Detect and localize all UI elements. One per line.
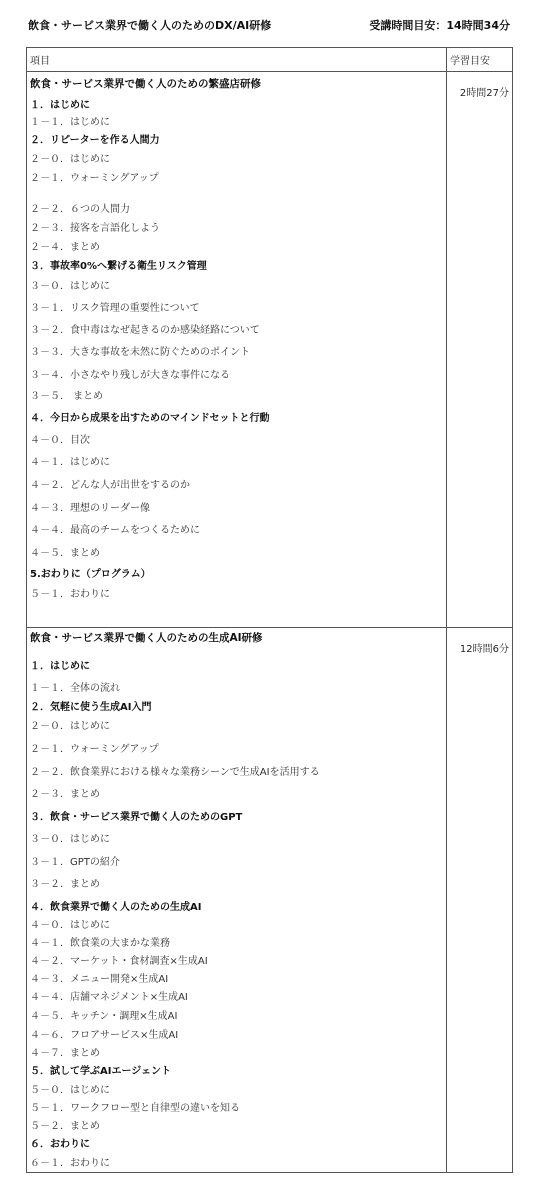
lesson-item: ４－２．どんな人が出世をするのか	[30, 480, 190, 491]
lesson-item: ４－５．まとめ	[30, 548, 100, 559]
section-heading: 5.おわりに（プログラム）	[30, 569, 151, 580]
lesson-item: ５－２．まとめ	[30, 1121, 100, 1132]
lesson-item: ４－４．店舗マネジメント×生成AI	[30, 992, 188, 1003]
course-title: 飲食・サービス業界で働く人のための生成AI研修	[30, 632, 263, 644]
lesson-item: ３－２．食中毒はなぜ起きるのか感染経路について	[30, 325, 260, 336]
lesson-item: ５－１．ワークフロー型と自律型の違いを知る	[30, 1103, 240, 1114]
column-header-item: 項目	[27, 48, 447, 72]
lesson-item: ５－１．おわりに	[30, 589, 110, 600]
section-heading: ４．今日から成果を出すためのマインドセットと行動	[30, 413, 270, 424]
section-heading: ２．気軽に使う生成AI入門	[30, 702, 152, 713]
table-row	[27, 628, 513, 1173]
lesson-item: ４－１．飲食業の大まかな業務	[30, 938, 170, 949]
lesson-item: ３－２．まとめ	[30, 879, 100, 890]
lesson-item: １－１．全体の流れ	[30, 683, 120, 694]
lesson-item: ２－２．６つの人間力	[30, 204, 130, 215]
course-outline-cell	[27, 72, 447, 628]
column-header-time: 学習目安	[447, 48, 513, 72]
lesson-item: ３－０．はじめに	[30, 281, 110, 292]
lesson-item: ３－０．はじめに	[30, 834, 110, 845]
table-header-row	[27, 48, 513, 72]
lesson-item: １－１．はじめに	[30, 117, 110, 128]
curriculum-table	[26, 47, 513, 1173]
lesson-item: ４－３．理想のリーダー像	[30, 503, 150, 514]
lesson-item: ２－２．飲食業界における様々な業務シーンで生成AIを活用する	[30, 767, 320, 778]
lesson-item: ２－１．ウォーミングアップ	[30, 744, 159, 755]
lesson-item: ４－３．メニュー開発×生成AI	[30, 974, 169, 985]
page-header	[28, 17, 510, 33]
course-duration: 2時間27分	[459, 88, 509, 99]
section-heading: ２．リピーターを作る人間力	[30, 135, 160, 146]
lesson-item: ４－２．マーケット・食材調査×生成AI	[30, 956, 208, 967]
lesson-item: ４－４．最高のチームをつくるために	[30, 525, 200, 536]
section-heading: ４．飲食業界で働く人のための生成AI	[30, 902, 202, 913]
lesson-item: ３－４．小さなやり残しが大きな事件になる	[30, 370, 230, 381]
lesson-item: ４－１．はじめに	[30, 457, 110, 468]
course-title: 飲食・サービス業界で働く人のための繁盛店研修	[30, 78, 261, 90]
course-duration: 12時間6分	[459, 644, 509, 655]
lesson-item: ５－０．はじめに	[30, 1085, 110, 1096]
lesson-item: ４－７．まとめ	[30, 1048, 100, 1059]
lesson-item: ２－３．接客を言語化しよう	[30, 223, 160, 234]
course-duration-cell	[447, 72, 513, 628]
section-heading: ３．事故率0%へ繋げる衛生リスク管理	[30, 261, 207, 272]
section-heading: ３．飲食・サービス業界で働く人のためのGPT	[30, 812, 243, 823]
total-study-time: 受講時間目安：14時間34分	[369, 19, 510, 32]
course-outline-cell	[27, 628, 447, 1173]
lesson-item: ３－１．GPTの紹介	[30, 857, 120, 868]
course-duration-cell	[447, 628, 513, 1173]
section-heading: １．はじめに	[30, 100, 90, 111]
section-heading: ６．おわりに	[30, 1139, 90, 1150]
section-heading: １．はじめに	[30, 661, 90, 672]
page-title: 飲食・サービス業界で働く人のためのDX/AI研修	[28, 19, 272, 32]
lesson-item: ４－０．目次	[30, 435, 90, 446]
lesson-item: ６－１．おわりに	[30, 1158, 110, 1169]
lesson-item: ４－０．はじめに	[30, 920, 110, 931]
lesson-item: ３－３．大きな事故を未然に防ぐためのポイント	[30, 347, 250, 358]
table-row	[27, 72, 513, 628]
lesson-item: ２－０．はじめに	[30, 721, 110, 732]
lesson-item: ３－５． まとめ	[30, 391, 104, 402]
lesson-item: ２－３．まとめ	[30, 789, 100, 800]
lesson-item: ２－４．まとめ	[30, 242, 100, 253]
lesson-item: ２－１．ウォーミングアップ	[30, 173, 159, 184]
lesson-item: ４－５．キッチン・調理×生成AI	[30, 1011, 178, 1022]
lesson-item: ４－６．フロアサービス×生成AI	[30, 1030, 179, 1041]
lesson-item: ２－０．はじめに	[30, 154, 110, 165]
section-heading: ５．試して学ぶAIエージェント	[30, 1066, 172, 1077]
lesson-item: ３－１．リスク管理の重要性について	[30, 303, 200, 314]
